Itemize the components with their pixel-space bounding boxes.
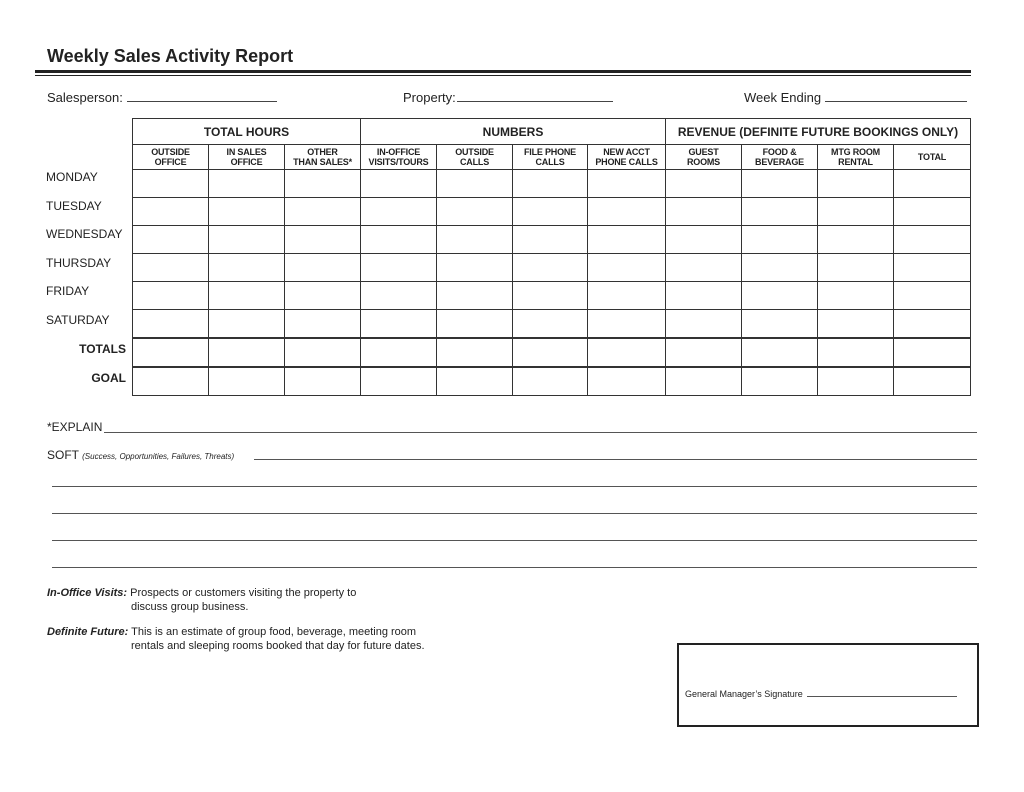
- entry-cell[interactable]: [666, 367, 742, 396]
- activity-table: [132, 118, 971, 396]
- note-in-office: [47, 586, 356, 614]
- salesperson-label: Salesperson:: [47, 90, 123, 105]
- entry-cell[interactable]: [742, 338, 818, 367]
- table-row: [133, 310, 971, 339]
- entry-cell[interactable]: [133, 282, 209, 310]
- note-in-office-term: In-Office Visits:: [47, 587, 128, 599]
- entry-cell[interactable]: [361, 367, 437, 396]
- entry-cell[interactable]: [437, 226, 513, 254]
- entry-cell[interactable]: [437, 367, 513, 396]
- explain-line[interactable]: [104, 432, 977, 433]
- entry-cell[interactable]: [133, 254, 209, 282]
- entry-cell[interactable]: [742, 254, 818, 282]
- column-header: [209, 145, 285, 170]
- entry-cell[interactable]: [209, 226, 285, 254]
- entry-cell[interactable]: [209, 310, 285, 339]
- entry-cell[interactable]: [894, 254, 971, 282]
- entry-cell[interactable]: [742, 310, 818, 339]
- signature-label: General Manager’s Signature: [685, 689, 803, 699]
- entry-cell[interactable]: [894, 198, 971, 226]
- soft-label: SOFT: [47, 448, 79, 462]
- signature-box: [677, 643, 979, 727]
- entry-cell[interactable]: [513, 254, 588, 282]
- row-label-day: MONDAY: [46, 170, 98, 184]
- column-header-line: CALLS: [460, 157, 489, 167]
- group-header-total-hours: TOTAL HOURS: [133, 119, 361, 145]
- column-header-line: IN SALES: [226, 147, 267, 157]
- writing-line[interactable]: [52, 486, 977, 487]
- entry-cell[interactable]: [209, 170, 285, 198]
- salesperson-input-line[interactable]: [127, 89, 277, 102]
- entry-cell[interactable]: [666, 170, 742, 198]
- entry-cell[interactable]: [361, 198, 437, 226]
- entry-cell[interactable]: [588, 310, 666, 339]
- note-definite-term: Definite Future:: [47, 626, 129, 638]
- entry-cell[interactable]: [285, 198, 361, 226]
- entry-cell[interactable]: [361, 310, 437, 339]
- column-header-line: RENTAL: [838, 157, 873, 167]
- column-header-line: OFFICE: [230, 157, 263, 167]
- entry-cell[interactable]: [361, 226, 437, 254]
- column-header: [133, 145, 209, 170]
- column-header-line: VISITS/TOURS: [368, 157, 429, 167]
- title-rule-thick: [35, 70, 971, 73]
- entry-cell[interactable]: [666, 226, 742, 254]
- column-header-line: NEW ACCT: [603, 147, 650, 157]
- entry-cell[interactable]: [513, 338, 588, 367]
- entry-cell[interactable]: [361, 338, 437, 367]
- entry-cell[interactable]: [666, 198, 742, 226]
- entry-cell[interactable]: [894, 338, 971, 367]
- row-label-day: TUESDAY: [46, 198, 102, 213]
- table-row: [133, 226, 971, 254]
- entry-cell[interactable]: [513, 310, 588, 339]
- group-header-numbers: NUMBERS: [361, 119, 666, 145]
- writing-line[interactable]: [52, 513, 977, 514]
- entry-cell[interactable]: [818, 282, 894, 310]
- entry-cell[interactable]: [285, 170, 361, 198]
- entry-cell[interactable]: [285, 254, 361, 282]
- entry-cell[interactable]: [588, 338, 666, 367]
- entry-cell[interactable]: [818, 254, 894, 282]
- signature-field: [685, 689, 957, 699]
- week-ending-input-line[interactable]: [825, 89, 967, 102]
- soft-line[interactable]: [254, 459, 977, 460]
- column-header-line: OUTSIDE: [455, 147, 494, 157]
- entry-cell[interactable]: [742, 170, 818, 198]
- column-header: [666, 145, 742, 170]
- column-header-line: BEVERAGE: [755, 157, 804, 167]
- column-header-line: FILE PHONE: [523, 147, 576, 157]
- entry-cell[interactable]: [437, 170, 513, 198]
- entry-cell[interactable]: [894, 170, 971, 198]
- entry-cell[interactable]: [209, 282, 285, 310]
- entry-cell[interactable]: [666, 338, 742, 367]
- week-ending-field: [744, 89, 967, 105]
- soft-hint: (Success, Opportunities, Failures, Threats): [82, 452, 235, 461]
- title-rule-thin: [35, 75, 971, 76]
- entry-cell[interactable]: [894, 310, 971, 339]
- row-label-day: THURSDAY: [46, 255, 112, 270]
- table-row: [133, 198, 971, 226]
- column-header-line: THAN SALES*: [293, 157, 352, 167]
- row-label-day: SATURDAY: [46, 313, 110, 327]
- entry-cell[interactable]: [285, 282, 361, 310]
- entry-cell[interactable]: [133, 310, 209, 339]
- column-header: [588, 145, 666, 170]
- writing-line[interactable]: [52, 567, 977, 568]
- row-label-totals: TOTALS: [79, 342, 126, 356]
- report-title: Weekly Sales Activity Report: [47, 46, 294, 66]
- table-row: [133, 338, 971, 367]
- entry-cell[interactable]: [742, 198, 818, 226]
- entry-cell[interactable]: [666, 254, 742, 282]
- column-header: [894, 145, 971, 170]
- column-header: [361, 145, 437, 170]
- entry-cell[interactable]: [894, 226, 971, 254]
- note-in-office-line2: discuss group business.: [131, 601, 249, 613]
- entry-cell[interactable]: [588, 367, 666, 396]
- entry-cell[interactable]: [513, 367, 588, 396]
- entry-cell[interactable]: [666, 310, 742, 339]
- entry-cell[interactable]: [437, 254, 513, 282]
- column-header-line: MTG ROOM: [831, 147, 880, 157]
- entry-cell[interactable]: [285, 226, 361, 254]
- entry-cell[interactable]: [894, 282, 971, 310]
- column-header: [513, 145, 588, 170]
- column-header-line: CALLS: [535, 157, 565, 167]
- entry-cell[interactable]: [742, 282, 818, 310]
- entry-cell[interactable]: [818, 367, 894, 396]
- note-definite-future: [47, 625, 425, 653]
- entry-cell[interactable]: [742, 367, 818, 396]
- entry-cell[interactable]: [818, 338, 894, 367]
- column-header-line: OFFICE: [154, 157, 187, 167]
- entry-cell[interactable]: [437, 338, 513, 367]
- entry-cell[interactable]: [361, 170, 437, 198]
- entry-cell[interactable]: [437, 310, 513, 339]
- entry-cell[interactable]: [133, 170, 209, 198]
- entry-cell[interactable]: [361, 254, 437, 282]
- column-header-line: OTHER: [307, 147, 338, 157]
- entry-cell[interactable]: [818, 310, 894, 339]
- entry-cell[interactable]: [894, 367, 971, 396]
- entry-cell[interactable]: [513, 282, 588, 310]
- entry-cell[interactable]: [588, 226, 666, 254]
- column-header-line: GUEST: [688, 147, 719, 157]
- note-definite-line1: This is an estimate of group food, beverage, meeting room: [131, 626, 417, 638]
- entry-cell[interactable]: [361, 282, 437, 310]
- column-header: [742, 145, 818, 170]
- entry-cell[interactable]: [588, 170, 666, 198]
- entry-cell[interactable]: [209, 198, 285, 226]
- entry-cell[interactable]: [209, 367, 285, 396]
- entry-cell[interactable]: [437, 282, 513, 310]
- entry-cell[interactable]: [513, 226, 588, 254]
- column-header: [437, 145, 513, 170]
- writing-line[interactable]: [52, 540, 977, 541]
- week-ending-label: Week Ending: [744, 90, 822, 105]
- entry-cell[interactable]: [513, 198, 588, 226]
- explain-label: *EXPLAIN: [47, 420, 103, 434]
- table-row: [133, 170, 971, 198]
- table-row: [133, 367, 971, 396]
- note-in-office-line1: Prospects or customers visiting the property to: [130, 587, 357, 599]
- entry-cell[interactable]: [209, 338, 285, 367]
- column-header-line: TOTAL: [917, 152, 947, 162]
- entry-cell[interactable]: [133, 367, 209, 396]
- entry-cell[interactable]: [133, 226, 209, 254]
- entry-cell[interactable]: [588, 254, 666, 282]
- entry-cell[interactable]: [513, 170, 588, 198]
- row-label-day: FRIDAY: [46, 284, 90, 299]
- entry-cell[interactable]: [818, 226, 894, 254]
- column-header-line: ROOMS: [686, 157, 720, 167]
- property-input-line[interactable]: [457, 89, 613, 102]
- column-header-line: FOOD &: [762, 147, 797, 157]
- entry-cell[interactable]: [285, 367, 361, 396]
- table-row: [133, 282, 971, 310]
- entry-cell[interactable]: [285, 338, 361, 367]
- entry-cell[interactable]: [437, 198, 513, 226]
- table-row: [133, 254, 971, 282]
- entry-cell[interactable]: [209, 254, 285, 282]
- entry-cell[interactable]: [818, 198, 894, 226]
- entry-cell[interactable]: [742, 226, 818, 254]
- entry-cell[interactable]: [818, 170, 894, 198]
- entry-cell[interactable]: [588, 282, 666, 310]
- column-header: [818, 145, 894, 170]
- column-header-line: PHONE CALLS: [595, 157, 658, 167]
- soft-field: [47, 448, 234, 462]
- column-header-line: IN-OFFICE: [376, 147, 421, 157]
- property-label: Property:: [403, 90, 456, 105]
- column-header: [285, 145, 361, 170]
- entry-cell[interactable]: [133, 338, 209, 367]
- row-label-goal: GOAL: [91, 371, 126, 385]
- entry-cell[interactable]: [666, 282, 742, 310]
- entry-cell[interactable]: [285, 310, 361, 339]
- property-field: [403, 89, 613, 105]
- group-header-revenue: REVENUE (DEFINITE FUTURE BOOKINGS ONLY): [666, 119, 971, 145]
- entry-cell[interactable]: [588, 198, 666, 226]
- entry-cell[interactable]: [133, 198, 209, 226]
- row-label-day: WEDNESDAY: [46, 227, 123, 242]
- note-definite-line2: rentals and sleeping rooms booked that day for future dates.: [131, 640, 425, 652]
- salesperson-field: [47, 89, 277, 105]
- column-header-line: OUTSIDE: [151, 147, 190, 157]
- signature-line[interactable]: [807, 689, 957, 697]
